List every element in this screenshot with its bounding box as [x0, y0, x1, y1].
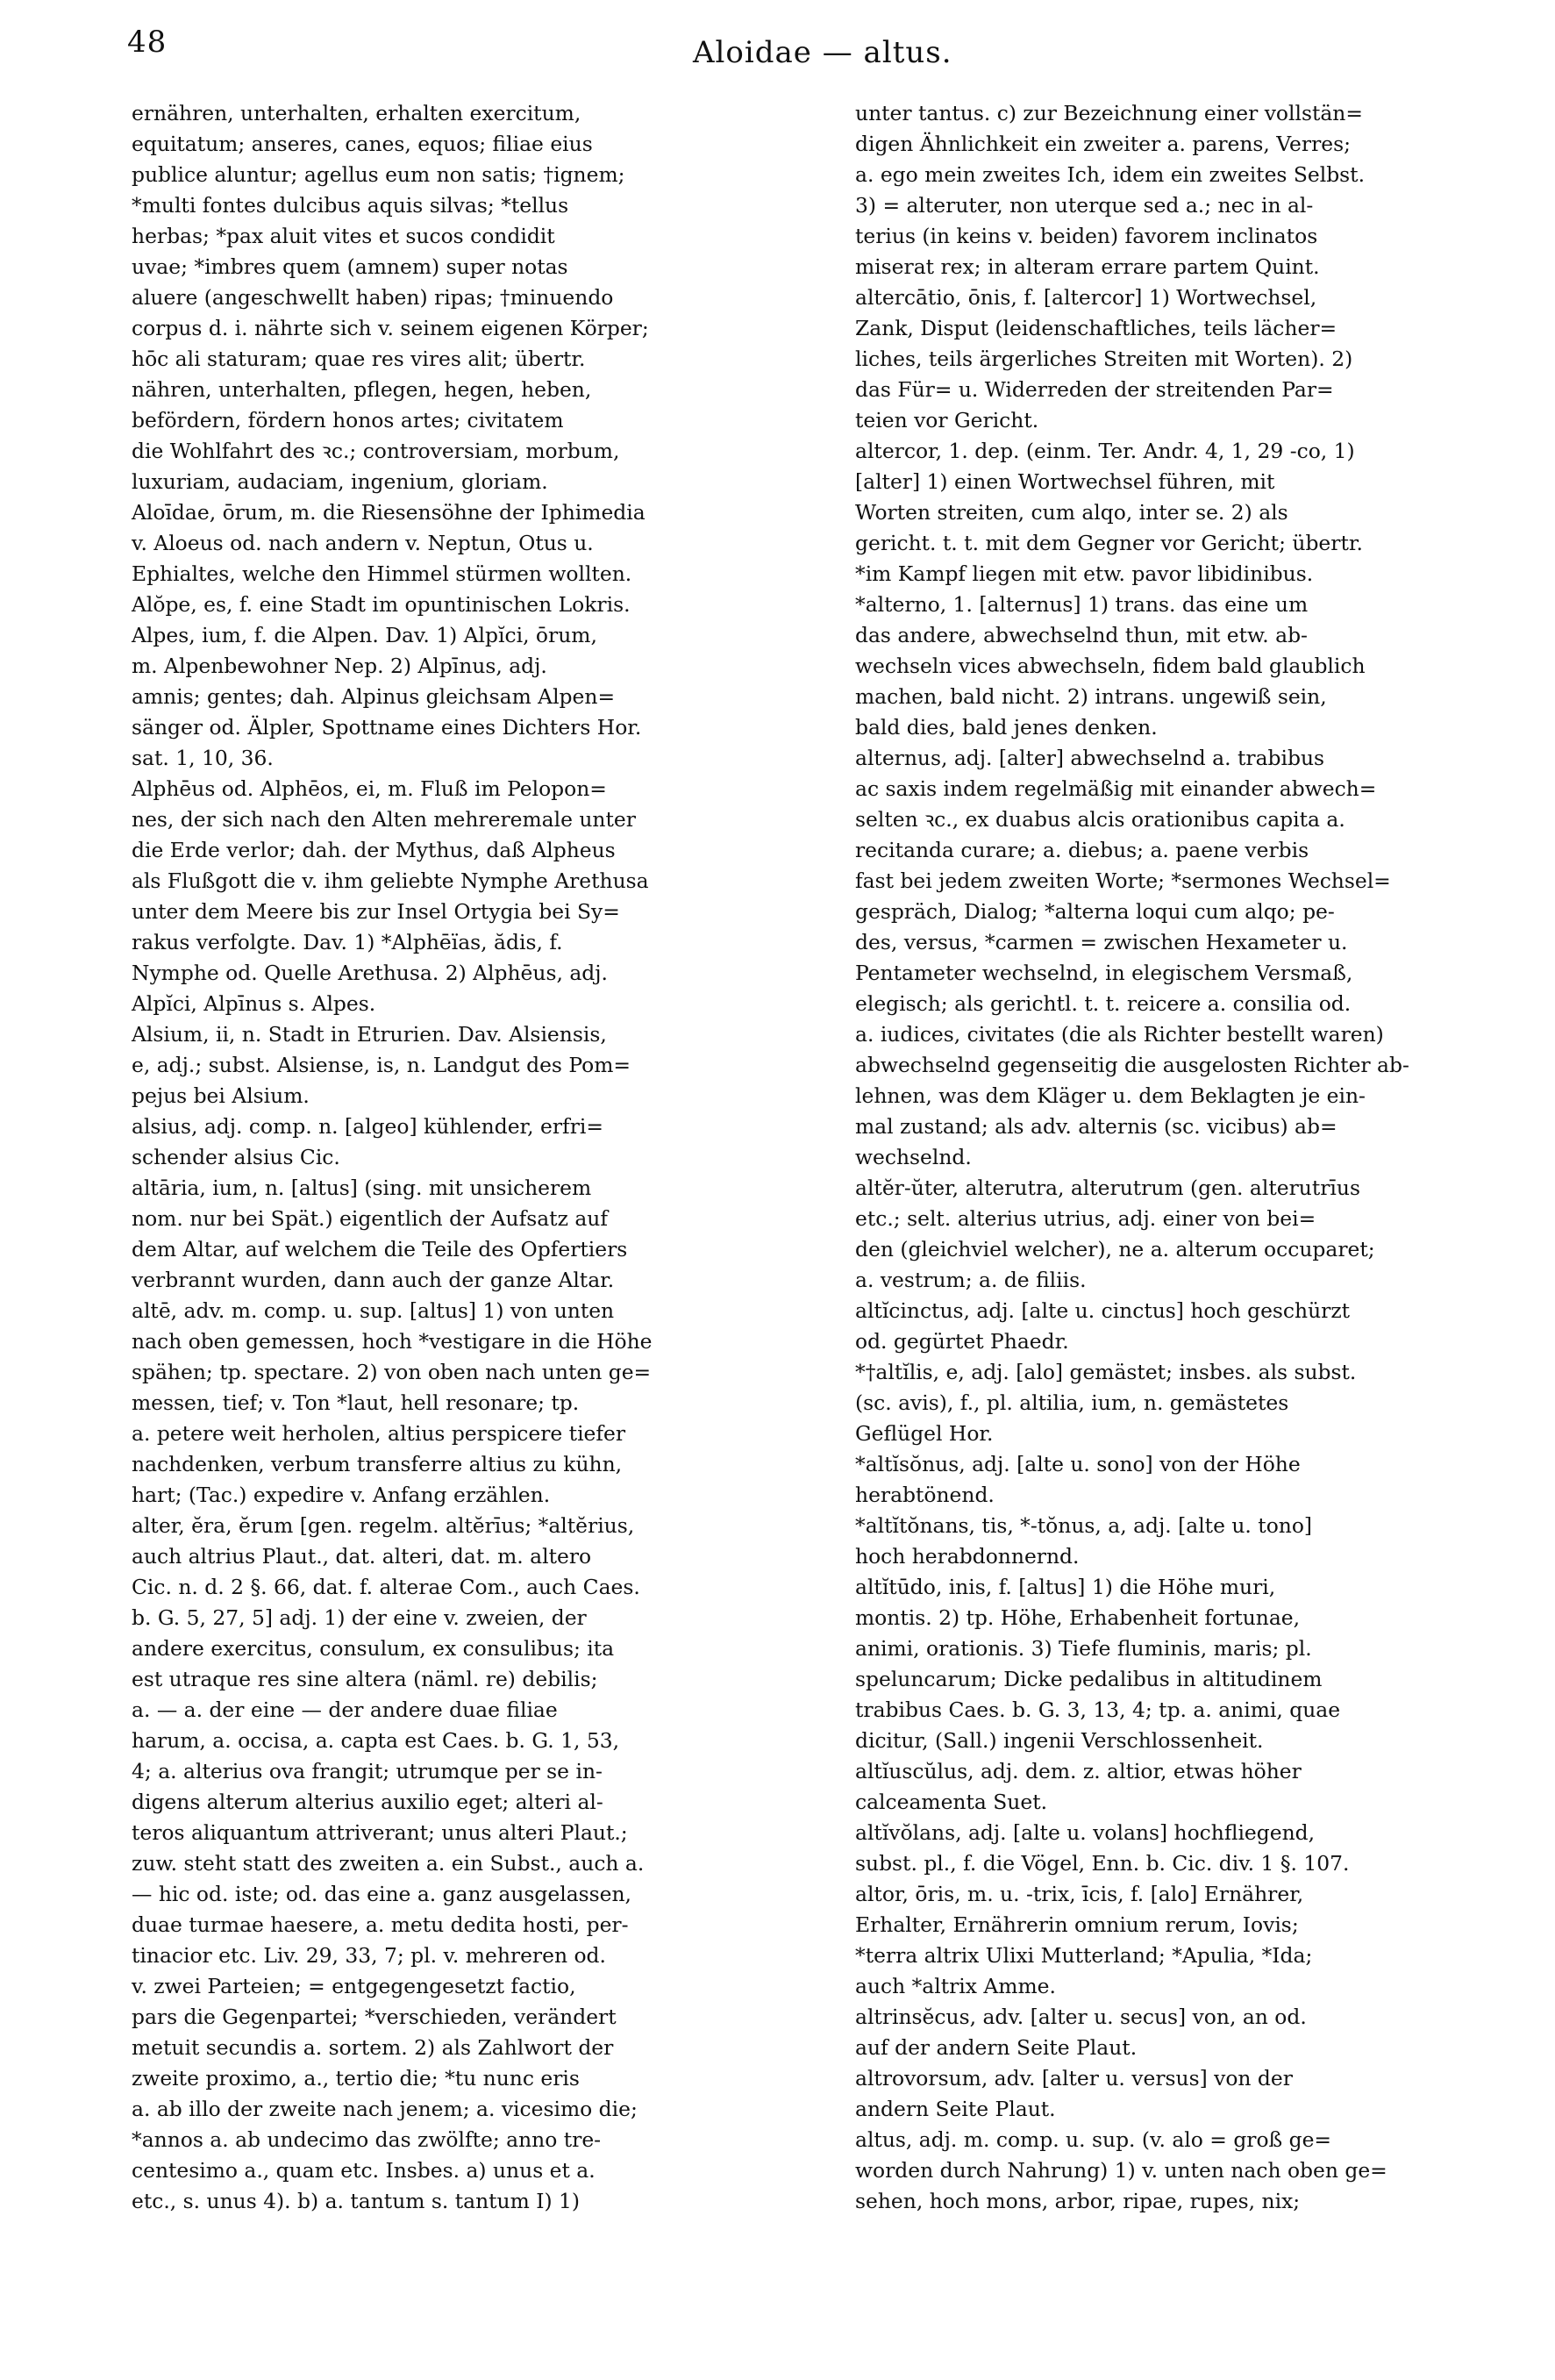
text-line: *†altĭlis, e, adj. [alo] gemästet; insbes. als subst.: [855, 1360, 1357, 1384]
text-line: altĕr-ŭter, alterutra, alterutrum (gen. alterutrīus: [855, 1176, 1360, 1200]
text-line: unter tantus. c) zur Bezeichnung einer vollstän=: [855, 101, 1363, 125]
text-line: a. ego mein zweites Ich, idem ein zweites Selbst.: [855, 162, 1366, 187]
text-line: equitatum; anseres, canes, equos; filiae eius: [132, 132, 593, 156]
text-line: dem Altar, auf welchem die Teile des Opfertiers: [132, 1237, 628, 1261]
text-line: *terra altrix Ulixi Mutterland; *Apulia, *Ida;: [855, 1943, 1313, 1968]
text-line: Pentameter wechselnd, in elegischem Versmaß,: [855, 961, 1353, 985]
text-line: hōc ali staturam; quae res vires alit; übertr.: [132, 347, 586, 371]
text-line: fast bei jedem zweiten Worte; *sermones Wechsel=: [855, 868, 1391, 893]
text-line: a. vestrum; a. de filiis.: [855, 1268, 1087, 1292]
text-line: gespräch, Dialog; *alterna loqui cum alqo; pe-: [855, 899, 1335, 924]
text-line: bald dies, bald jenes denken.: [855, 715, 1158, 740]
text-line: a. petere weit herholen, altius perspicere tiefer: [132, 1421, 626, 1446]
text-line: altercor, 1. dep. (einm. Ter. Andr. 4, 1, 29 -co, 1): [855, 439, 1355, 463]
text-line: [alter] 1) einen Wortwechsel führen, mit: [855, 469, 1275, 494]
text-line: tinacior etc. Liv. 29, 33, 7; pl. v. mehreren od.: [132, 1943, 606, 1968]
page-number: 48: [127, 25, 168, 60]
text-line: Ephialtes, welche den Himmel stürmen wollten.: [132, 561, 632, 586]
text-line: metuit secundis a. sortem. 2) als Zahlwort der: [132, 2035, 614, 2060]
text-line: 4; a. alterius ova frangit; utrumque per se in-: [132, 1759, 603, 1783]
text-line: verbrannt wurden, dann auch der ganze Altar.: [132, 1268, 615, 1292]
text-line: zweite proximo, a., tertio die; *tu nunc eris: [132, 2066, 580, 2091]
text-line: Zank, Disput (leidenschaftliches, teils lächer=: [855, 316, 1337, 340]
text-line: hart; (Tac.) expedire v. Anfang erzählen.: [132, 1483, 551, 1507]
text-line: Alpĭci, Alpīnus s. Alpes.: [132, 991, 376, 1016]
text-line: Aloīdae, ōrum, m. die Riesensöhne der Iphimedia: [132, 500, 646, 525]
text-line: altĭcinctus, adj. [alte u. cinctus] hoch geschürzt: [855, 1298, 1351, 1323]
text-line: unter dem Meere bis zur Insel Ortygia bei Sy=: [132, 899, 620, 924]
text-line: wechseln vices abwechseln, fidem bald glaublich: [855, 654, 1366, 678]
text-line: teien vor Gericht.: [855, 408, 1039, 432]
text-line: od. gegürtet Phaedr.: [855, 1329, 1069, 1354]
text-line: auch altrius Plaut., dat. alteri, dat. m. altero: [132, 1544, 592, 1569]
text-line: altercātio, ōnis, f. [altercor] 1) Wortwechsel,: [855, 285, 1317, 310]
text-line: liches, teils ärgerliches Streiten mit Worten). 2): [855, 347, 1353, 371]
text-line: subst. pl., f. die Vögel, Enn. b. Cic. div. 1 §. 107.: [855, 1851, 1350, 1876]
text-line: e, adj.; subst. Alsiense, is, n. Landgut des Pom=: [132, 1053, 631, 1077]
text-line: nom. nur bei Spät.) eigentlich der Aufsatz auf: [132, 1206, 608, 1231]
text-line: selten ꝛc., ex duabus alcis orationibus capita a.: [855, 807, 1345, 832]
text-line: etc., s. unus 4). b) a. tantum s. tantum I) 1): [132, 2189, 581, 2213]
text-line: nes, der sich nach den Alten mehreremale unter: [132, 807, 636, 832]
text-line: trabibus Caes. b. G. 3, 13, 4; tp. a. animi, quae: [855, 1697, 1341, 1722]
text-line: befördern, fördern honos artes; civitatem: [132, 408, 564, 432]
text-line: altĭuscŭlus, adj. dem. z. altior, etwas höher: [855, 1759, 1302, 1783]
text-line: 3) = alteruter, non uterque sed a.; nec in al-: [855, 193, 1314, 218]
text-line: Geflügel Hor.: [855, 1421, 994, 1446]
text-line: aluere (angeschwellt haben) ripas; †minuendo: [132, 285, 614, 310]
text-line: herabtönend.: [855, 1483, 995, 1507]
text-line: Erhalter, Ernährerin omnium rerum, Iovis;: [855, 1912, 1299, 1937]
text-line: ac saxis indem regelmäßig mit einander abwech=: [855, 776, 1377, 801]
text-line: animi, orationis. 3) Tiefe fluminis, maris; pl.: [855, 1636, 1312, 1661]
text-line: den (gleichviel welcher), ne a. alterum occuparet;: [855, 1237, 1375, 1261]
text-line: andern Seite Plaut.: [855, 2097, 1056, 2121]
text-line: Alŏpe, es, f. eine Stadt im opuntinischen Lokris.: [132, 592, 631, 617]
text-line: Alpes, ium, f. die Alpen. Dav. 1) Alpĭci, ōrum,: [132, 623, 597, 647]
text-line: luxuriam, audaciam, ingenium, gloriam.: [132, 469, 548, 494]
text-line: dicitur, (Sall.) ingenii Verschlossenheit.: [855, 1728, 1264, 1753]
text-line: recitanda curare; a. diebus; a. paene verbis: [855, 838, 1309, 862]
text-line: a. — a. der eine — der andere duae filiae: [132, 1697, 558, 1722]
text-line: herbas; *pax aluit vites et sucos condidit: [132, 224, 555, 248]
text-line: Worten streiten, cum alqo, inter se. 2) als: [855, 500, 1288, 525]
text-line: altĭtūdo, inis, f. [altus] 1) die Höhe muri,: [855, 1575, 1276, 1599]
text-line: andere exercitus, consulum, ex consulibus; ita: [132, 1636, 615, 1661]
text-line: die Wohlfahrt des ꝛc.; controversiam, morbum,: [132, 439, 620, 463]
right-column: [855, 98, 1495, 2217]
text-line: sänger od. Älpler, Spottname eines Dichters Hor.: [132, 715, 642, 740]
text-line: altĭvŏlans, adj. [alte u. volans] hochfliegend,: [855, 1820, 1316, 1845]
text-line: altrinsĕcus, adv. [alter u. secus] von, an od.: [855, 2005, 1307, 2029]
text-line: auch *altrix Amme.: [855, 1974, 1056, 1998]
text-line: v. zwei Parteien; = entgegengesetzt factio,: [132, 1974, 576, 1998]
text-line: Alphēus od. Alphēos, ei, m. Fluß im Pelopon=: [132, 776, 607, 801]
text-line: terius (in keins v. beiden) favorem inclinatos: [855, 224, 1318, 248]
text-line: *alterno, 1. [alternus] 1) trans. das eine um: [855, 592, 1309, 617]
text-line: alternus, adj. [alter] abwechselnd a. trabibus: [855, 746, 1325, 770]
text-line: duae turmae haesere, a. metu dedita hosti, per-: [132, 1912, 629, 1937]
text-line: das andere, abwechselnd thun, mit etw. ab-: [855, 623, 1308, 647]
text-line: montis. 2) tp. Höhe, Erhabenheit fortunae,: [855, 1605, 1301, 1630]
text-line: *altĭsŏnus, adj. [alte u. sono] von der Höhe: [855, 1452, 1301, 1476]
text-line: altrovorsum, adv. [alter u. versus] von der: [855, 2066, 1293, 2091]
text-line: hoch herabdonnernd.: [855, 1544, 1080, 1569]
text-line: altus, adj. m. comp. u. sup. (v. alo = groß ge=: [855, 2127, 1332, 2152]
text-line: nach oben gemessen, hoch *vestigare in die Höhe: [132, 1329, 653, 1354]
text-line: lehnen, was dem Kläger u. dem Beklagten je ein-: [855, 1083, 1366, 1108]
text-line: harum, a. occisa, a. capta est Caes. b. G. 1, 53,: [132, 1728, 620, 1753]
text-line: nachdenken, verbum transferre altius zu kühn,: [132, 1452, 623, 1476]
text-line: *im Kampf liegen mit etw. pavor libidinibus.: [855, 561, 1314, 586]
text-line: elegisch; als gerichtl. t. t. reicere a. consilia od.: [855, 991, 1352, 1016]
text-line: *multi fontes dulcibus aquis silvas; *tellus: [132, 193, 569, 218]
text-line: ernähren, unterhalten, erhalten exercitum,: [132, 101, 581, 125]
text-line: schender alsius Cic.: [132, 1145, 340, 1169]
text-line: b. G. 5, 27, 5] adj. 1) der eine v. zweien, der: [132, 1605, 587, 1630]
text-line: etc.; selt. alterius utrius, adj. einer von bei=: [855, 1206, 1316, 1231]
text-line: digen Ähnlichkeit ein zweiter a. parens, Verres;: [855, 132, 1351, 156]
text-line: sat. 1, 10, 36.: [132, 746, 274, 770]
text-line: Nymphe od. Quelle Arethusa. 2) Alphēus, adj.: [132, 961, 608, 985]
text-line: mal zustand; als adv. alternis (sc. vicibus) ab=: [855, 1114, 1337, 1139]
text-line: centesimo a., quam etc. Insbes. a) unus et a.: [132, 2158, 596, 2183]
text-line: abwechselnd gegenseitig die ausgelosten Richter ab-: [855, 1053, 1409, 1077]
text-line: pars die Gegenpartei; *verschieden, verändert: [132, 2005, 617, 2029]
text-line: speluncarum; Dicke pedalibus in altitudinem: [855, 1667, 1323, 1691]
text-line: pejus bei Alsium.: [132, 1083, 310, 1108]
text-line: spähen; tp. spectare. 2) von oben nach unten ge=: [132, 1360, 652, 1384]
text-line: des, versus, *carmen = zwischen Hexameter u.: [855, 930, 1348, 954]
text-line: est utraque res sine altera (näml. re) debilis;: [132, 1667, 598, 1691]
text-line: zuw. steht statt des zweiten a. ein Subst., auch a.: [132, 1851, 645, 1876]
running-head: Aloidae — altus.: [693, 35, 952, 70]
text-line: *annos a. ab undecimo das zwölfte; anno tre-: [132, 2127, 602, 2152]
text-line: die Erde verlor; dah. der Mythus, daß Alpheus: [132, 838, 616, 862]
text-line: alter, ĕra, ĕrum [gen. regelm. altĕrīus; *altĕrius,: [132, 1513, 635, 1538]
text-line: Alsium, ii, n. Stadt in Etrurien. Dav. Alsiensis,: [132, 1022, 607, 1047]
text-line: uvae; *imbres quem (amnem) super notas: [132, 254, 568, 279]
text-line: worden durch Nahrung) 1) v. unten nach oben ge=: [855, 2158, 1387, 2183]
text-line: wechselnd.: [855, 1145, 972, 1169]
text-line: *altĭtŏnans, tis, *-tŏnus, a, adj. [alte u. tono]: [855, 1513, 1313, 1538]
text-line: als Flußgott die v. ihm geliebte Nymphe Arethusa: [132, 868, 649, 893]
text-line: altor, ōris, m. u. -trix, īcis, f. [alo] Ernährer,: [855, 1882, 1304, 1906]
text-line: sehen, hoch mons, arbor, ripae, rupes, nix;: [855, 2189, 1301, 2213]
text-line: altāria, ium, n. [altus] (sing. mit unsicherem: [132, 1176, 592, 1200]
text-line: miserat rex; in alteram errare partem Quint.: [855, 254, 1320, 279]
text-line: rakus verfolgte. Dav. 1) *Alphēïas, ădis, f.: [132, 930, 563, 954]
text-line: calceamenta Suet.: [855, 1790, 1048, 1814]
text-line: Cic. n. d. 2 §. 66, dat. f. alterae Com., auch Caes.: [132, 1575, 640, 1599]
text-line: gericht. t. t. mit dem Gegner vor Gericht; übertr.: [855, 531, 1363, 555]
text-line: a. ab illo der zweite nach jenem; a. vicesimo die;: [132, 2097, 638, 2121]
text-line: teros aliquantum attriverant; unus alteri Plaut.;: [132, 1820, 628, 1845]
left-column: [132, 98, 824, 2217]
text-line: m. Alpenbewohner Nep. 2) Alpīnus, adj.: [132, 654, 547, 678]
text-line: a. iudices, civitates (die als Richter bestellt waren): [855, 1022, 1384, 1047]
text-line: (sc. avis), f., pl. altilia, ium, n. gemästetes: [855, 1390, 1289, 1415]
text-line: alsius, adj. comp. n. [algeo] kühlender, erfri=: [132, 1114, 603, 1139]
text-line: das Für= u. Widerreden der streitenden Par=: [855, 377, 1334, 402]
text-line: — hic od. iste; od. das eine a. ganz ausgelassen,: [132, 1882, 631, 1906]
text-line: nähren, unterhalten, pflegen, hegen, heben,: [132, 377, 592, 402]
text-line: machen, bald nicht. 2) intrans. ungewiß sein,: [855, 684, 1327, 709]
text-line: auf der andern Seite Plaut.: [855, 2035, 1138, 2060]
text-line: digens alterum alterius auxilio eget; alteri al-: [132, 1790, 603, 1814]
text-line: corpus d. i. nährte sich v. seinem eigenen Körper;: [132, 316, 649, 340]
text-line: altē, adv. m. comp. u. sup. [altus] 1) von unten: [132, 1298, 615, 1323]
text-line: messen, tief; v. Ton *laut, hell resonare; tp.: [132, 1390, 580, 1415]
text-line: v. Aloeus od. nach andern v. Neptun, Otus u.: [132, 531, 594, 555]
text-line: publice aluntur; agellus eum non satis; †ignem;: [132, 162, 625, 187]
text-line: amnis; gentes; dah. Alpinus gleichsam Alpen=: [132, 684, 616, 709]
